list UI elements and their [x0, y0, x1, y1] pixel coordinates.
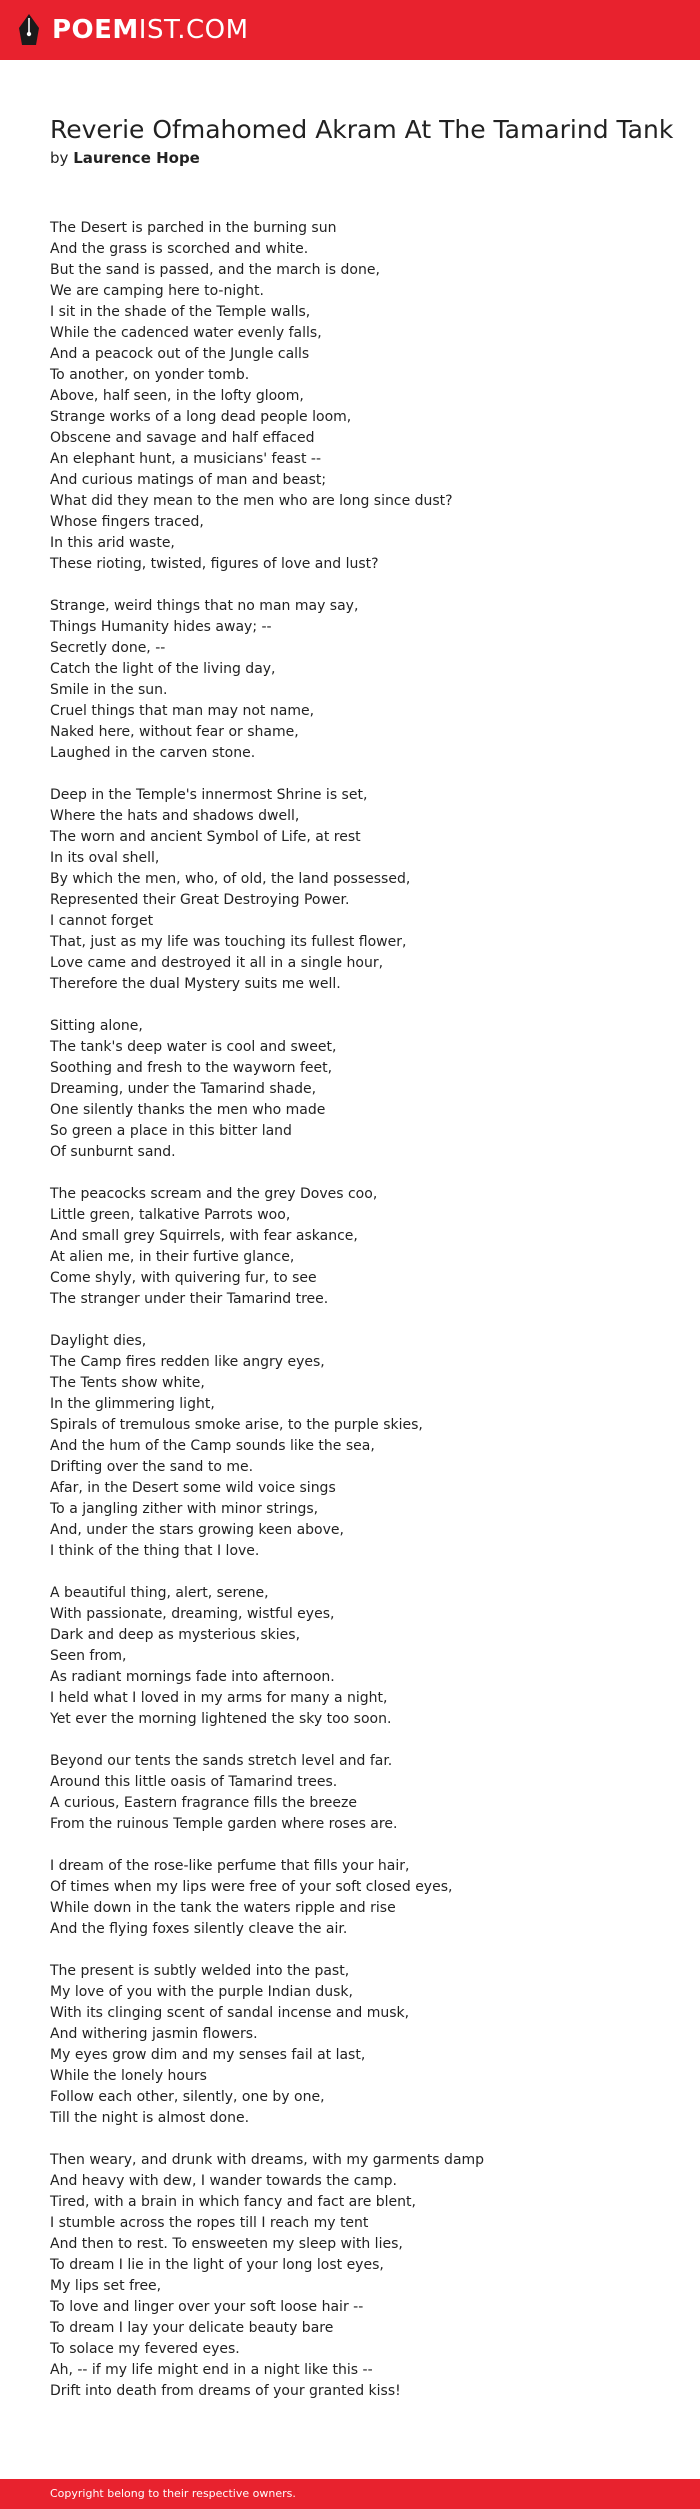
poem-line: Yet ever the morning lightened the sky too soon. — [50, 1711, 392, 1727]
poem-line: The worn and ancient Symbol of Life, at rest — [50, 829, 361, 845]
poem-line: Of sunburnt sand. — [50, 1144, 176, 1160]
poem-line: Where the hats and shadows dwell, — [50, 808, 300, 824]
poem-line: I cannot forget — [50, 913, 154, 929]
poem-line: My lips set free, — [50, 2278, 162, 2294]
poem-line: My eyes grow dim and my senses fail at last, — [50, 2047, 366, 2063]
poem-line: With passionate, dreaming, wistful eyes, — [50, 1606, 335, 1622]
poem-line: And small grey Squirrels, with fear askance, — [50, 1228, 358, 1244]
logo-wordmark-bold: POEM — [52, 15, 139, 45]
poem-line: As radiant mornings fade into afternoon. — [50, 1669, 335, 1685]
poem-line: Till the night is almost done. — [50, 2110, 250, 2126]
poem-stanza — [50, 785, 670, 995]
poem-line: While the cadenced water evenly falls, — [50, 325, 322, 341]
poem-line: One silently thanks the men who made — [50, 1102, 326, 1118]
poem-line: Things Humanity hides away; -- — [50, 619, 272, 635]
poem-stanza — [50, 1331, 670, 1562]
poem-line: Smile in the sun. — [50, 682, 168, 698]
poem-stanza — [50, 2150, 670, 2402]
poem-line: To solace my fevered eyes. — [50, 2341, 240, 2357]
poem-line: What did they mean to the men who are long since dust? — [50, 493, 453, 509]
site-logo[interactable] — [18, 13, 249, 47]
poem-line: And, under the stars growing keen above, — [50, 1522, 344, 1538]
poem-line: A curious, Eastern fragrance fills the breeze — [50, 1795, 357, 1811]
poem-line: Strange works of a long dead people loom, — [50, 409, 352, 425]
poem-line: Naked here, without fear or shame, — [50, 724, 299, 740]
poem-stanza — [50, 1184, 670, 1310]
poem-title: Reverie Ofmahomed Akram At The Tamarind Tank — [50, 115, 674, 144]
site-footer — [0, 2479, 700, 2509]
poem-stanza — [50, 1583, 670, 1730]
poem-line: The tank's deep water is cool and sweet, — [50, 1039, 337, 1055]
poem-line: Then weary, and drunk with dreams, with my garments damp — [50, 2152, 485, 2168]
poem-line: Cruel things that man may not name, — [50, 703, 315, 719]
poem-line: The Desert is parched in the burning sun — [50, 220, 337, 236]
poem-line: Represented their Great Destroying Power. — [50, 892, 350, 908]
poem-line: Spirals of tremulous smoke arise, to the purple skies, — [50, 1417, 423, 1433]
poem-line: And the grass is scorched and white. — [50, 241, 309, 257]
poem-line: To dream I lie in the light of your long lost eyes, — [50, 2257, 384, 2273]
poem-line: And a peacock out of the Jungle calls — [50, 346, 310, 362]
poem-line: But the sand is passed, and the march is done, — [50, 262, 380, 278]
poem-line: Obscene and savage and half effaced — [50, 430, 315, 446]
poem-line: And the flying foxes silently cleave the air. — [50, 1921, 348, 1937]
poem-line: From the ruinous Temple garden where roses are. — [50, 1816, 398, 1832]
poem-line: The stranger under their Tamarind tree. — [50, 1291, 329, 1307]
poem-line: Beyond our tents the sands stretch level and far. — [50, 1753, 393, 1769]
poem-line: The Camp fires redden like angry eyes, — [50, 1354, 325, 1370]
poem-line: To dream I lay your delicate beauty bare — [50, 2320, 334, 2336]
poem-line: Ah, -- if my life might end in a night like this -- — [50, 2362, 373, 2378]
poem-line: Afar, in the Desert some wild voice sings — [50, 1480, 336, 1496]
poem-line: Come shyly, with quivering fur, to see — [50, 1270, 317, 1286]
poem-line: Sitting alone, — [50, 1018, 143, 1034]
poem-line: Tired, with a brain in which fancy and fact are blent, — [50, 2194, 416, 2210]
site-header — [0, 0, 700, 60]
poem-heading — [50, 114, 674, 169]
poem-line: And withering jasmin flowers. — [50, 2026, 258, 2042]
poem-line: Deep in the Temple's innermost Shrine is set, — [50, 787, 368, 803]
poem-line: So green a place in this bitter land — [50, 1123, 292, 1139]
poem-line: Dark and deep as mysterious skies, — [50, 1627, 301, 1643]
poem-line: Around this little oasis of Tamarind trees. — [50, 1774, 338, 1790]
poem-line: My love of you with the purple Indian dusk, — [50, 1984, 353, 2000]
poem-line: An elephant hunt, a musicians' feast -- — [50, 451, 321, 467]
poem-line: While the lonely hours — [50, 2068, 207, 2084]
poem-line: Drift into death from dreams of your granted kiss! — [50, 2383, 401, 2399]
poem-line: With its clinging scent of sandal incense and musk, — [50, 2005, 410, 2021]
poem-line: Soothing and fresh to the wayworn feet, — [50, 1060, 333, 1076]
poem-line: These rioting, twisted, figures of love and lust? — [50, 556, 379, 572]
poem-line: Little green, talkative Parrots woo, — [50, 1207, 291, 1223]
poem-line: Catch the light of the living day, — [50, 661, 276, 677]
poem-line: To a jangling zither with minor strings, — [50, 1501, 319, 1517]
poem-line: Drifting over the sand to me. — [50, 1459, 254, 1475]
poem-line: The Tents show white, — [50, 1375, 205, 1391]
poem-line: At alien me, in their furtive glance, — [50, 1249, 295, 1265]
poem-line: I held what I loved in my arms for many a night, — [50, 1690, 388, 1706]
poem-line: Strange, weird things that no man may say, — [50, 598, 359, 614]
poem-stanza — [50, 1016, 670, 1163]
poem-line: And then to rest. To ensweeten my sleep with lies, — [50, 2236, 403, 2252]
poem-line: Laughed in the carven stone. — [50, 745, 256, 761]
poem-line: To love and linger over your soft loose hair -- — [50, 2299, 364, 2315]
poem-line: Whose fingers traced, — [50, 514, 204, 530]
poem-line: That, just as my life was touching its fullest flower, — [50, 934, 407, 950]
poem-line: Love came and destroyed it all in a single hour, — [50, 955, 384, 971]
poem-line: Secretly done, -- — [50, 640, 166, 656]
poem-line: In its oval shell, — [50, 850, 160, 866]
poem-line: Dreaming, under the Tamarind shade, — [50, 1081, 317, 1097]
logo-wordmark-light: IST.COM — [138, 15, 249, 45]
poem-line: I dream of the rose-like perfume that fills your hair, — [50, 1858, 410, 1874]
poem-line: We are camping here to-night. — [50, 283, 264, 299]
poem-line: By which the men, who, of old, the land possessed, — [50, 871, 411, 887]
poem-line: Of times when my lips were free of your soft closed eyes, — [50, 1879, 453, 1895]
poem-line: Follow each other, silently, one by one, — [50, 2089, 325, 2105]
poem-line: Above, half seen, in the lofty gloom, — [50, 388, 304, 404]
poem-stanza — [50, 596, 670, 764]
logo-wordmark — [52, 13, 249, 47]
author-name[interactable]: Laurence Hope — [73, 149, 200, 167]
poem-body — [50, 218, 670, 2423]
poem-line: Therefore the dual Mystery suits me well. — [50, 976, 341, 992]
poem-stanza — [50, 1961, 670, 2129]
poem-line: And the hum of the Camp sounds like the sea, — [50, 1438, 375, 1454]
poem-line: The peacocks scream and the grey Doves coo, — [50, 1186, 378, 1202]
pen-nib-icon — [18, 13, 40, 47]
by-label: by — [50, 149, 69, 167]
poem-line: A beautiful thing, alert, serene, — [50, 1585, 269, 1601]
poem-line: Daylight dies, — [50, 1333, 147, 1349]
poem-stanza — [50, 1751, 670, 1835]
poem-line: I sit in the shade of the Temple walls, — [50, 304, 311, 320]
poem-line: I stumble across the ropes till I reach my tent — [50, 2215, 369, 2231]
poem-line: And curious matings of man and beast; — [50, 472, 327, 488]
poem-line: In this arid waste, — [50, 535, 175, 551]
poem-line: In the glimmering light, — [50, 1396, 215, 1412]
poem-stanza — [50, 1856, 670, 1940]
poem-line: I think of the thing that I love. — [50, 1543, 260, 1559]
poem-line: To another, on yonder tomb. — [50, 367, 250, 383]
poem-byline — [50, 147, 670, 169]
poem-line: While down in the tank the waters ripple and rise — [50, 1900, 396, 1916]
poem-line: Seen from, — [50, 1648, 127, 1664]
poem-line: And heavy with dew, I wander towards the camp. — [50, 2173, 397, 2189]
poem-stanza — [50, 218, 670, 575]
copyright-notice: Copyright belong to their respective owners. — [50, 2487, 296, 2500]
poem-line: The present is subtly welded into the past, — [50, 1963, 350, 1979]
